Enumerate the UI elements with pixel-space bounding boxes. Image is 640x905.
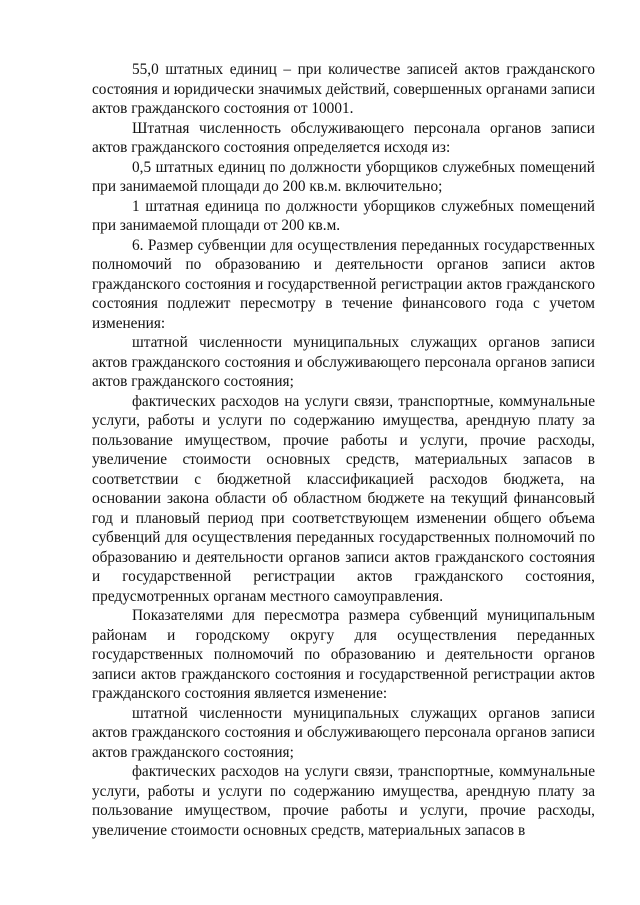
paragraph-staff-55: 55,0 штатных единиц – при количестве записей актов гражданского состояния и юридически значимых действий, совершенных органами записи актов гражданского состояния от 10001. [92,61,595,117]
paragraph-actual-expenses-2: фактических расходов на услуги связи, транспортные, коммунальные услуги, работы и услуги по содержанию имущества, арендную плату за пользование имуществом, прочие работы и услуги, прочие расходы, увеличение стоимости основных средств, материальных запасов в [92,763,595,839]
paragraph-actual-expenses: фактических расходов на услуги связи, транспортные, коммунальные услуги, работы и услуги по содержанию имущества, арендную плату за пользование имуществом, прочие работы и услуги, прочие расходы, увеличение стоимости основных средств, материальных запасов в соответствии с бюджетной классификацией расходов бюджета, на основании закона области об областном бюджете на текущий финансовый год и плановый период при соответствующем изменении общего объема субвенций для осуществления переданных государственных полномочий по образованию и деятельности органов записи актов гражданского состояния и государственной регистрации актов гражданского состояния, предусмотренных органам местного самоуправления. [92,392,595,605]
paragraph-cleaners-half-unit: 0,5 штатных единиц по должности уборщиков служебных помещений при занимаемой площади до 200 кв.м. включительно; [92,158,595,195]
paragraph-cleaners-one-unit: 1 штатная единица по должности уборщиков служебных помещений при занимаемой площади от 200 кв.м. [92,197,595,234]
paragraph-service-staff: Штатная численность обслуживающего персонала органов записи актов гражданского состояния определяется исходя из: [92,119,595,156]
paragraph-staff-count-change: штатной численности муниципальных служащих органов записи актов гражданского состояния и обслуживающего персонала органов записи актов гражданского состояния; [92,334,595,390]
paragraph-revision-indicators: Показателями для пересмотра размера субвенций муниципальным районам и городскому округу для осуществления переданных государственных полномочий по образованию и деятельности органов записи актов гражданского состояния и государственной регистрации актов гражданского состояния является изменение: [92,607,595,702]
paragraph-staff-count-change-2: штатной численности муниципальных служащих органов записи актов гражданского состояния и обслуживающего персонала органов записи актов гражданского состояния; [92,704,595,761]
document-page [92,60,595,840]
paragraph-section-6: 6. Размер субвенции для осуществления переданных государственных полномочий по образованию и деятельности органов записи актов гражданского состояния и государственной регистрации актов гражданского состояния подлежит пересмотру в течение финансового года с учетом изменения: [92,236,595,332]
